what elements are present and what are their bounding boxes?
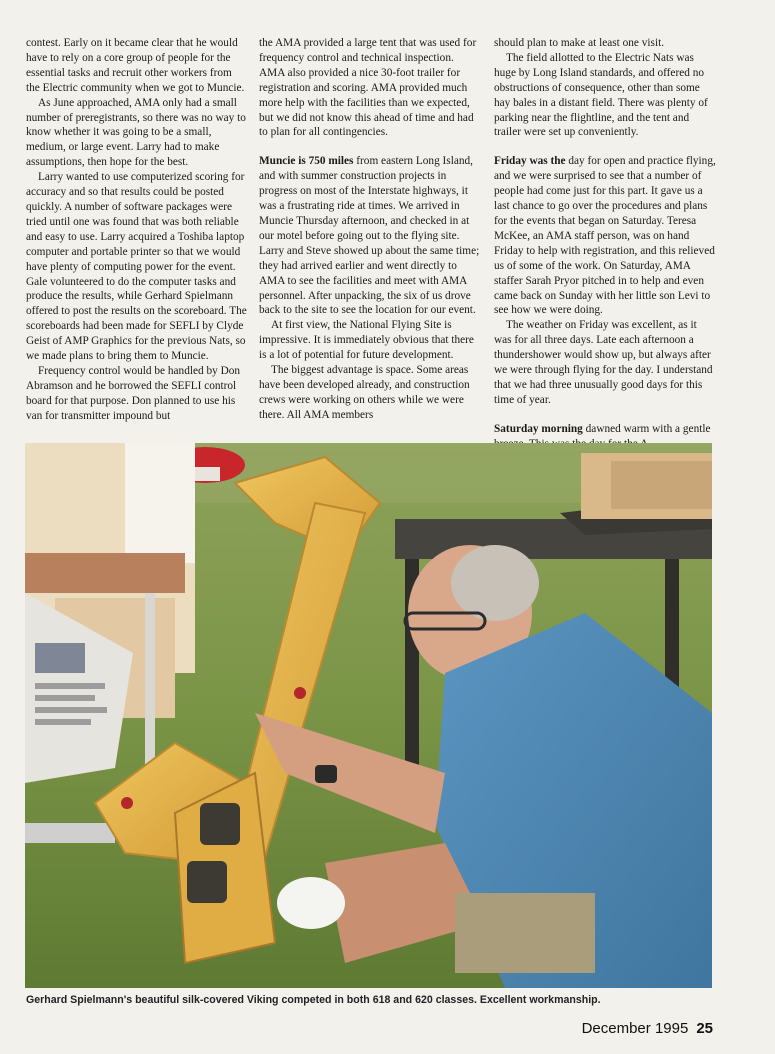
page-footer [582, 1020, 713, 1037]
run-in-heading: Muncie is 750 miles [259, 155, 354, 168]
paragraph: The weather on Friday was excellent, as it was for all three days. Late each afternoon a thundershower would show up, but always after we were through flying for the day. I understand that we had three unusually good days for this time of year. [494, 319, 713, 406]
paragraph: The biggest advantage is space. Some areas have been developed already, and construction crews were working on others while we were there. All AMA members [259, 364, 470, 421]
paragraph: Muncie is 750 miles from eastern Long Island, and with summer construction projects in progress on most of the Interstate highways, it was a frustrating ride at times. We arrived in Muncie Thursday afternoon, and checked in at our motel before going out to the flying site. Larry and Steve showed up about the same time; they had arrived earlier and went directly to AMA to see the facilities and meet with AMA personnel. After unpacking, the six of us drove back to the site to see the location for our event. [259, 155, 480, 317]
page-number: 25 [696, 1020, 713, 1037]
paragraph: As June approached, AMA only had a small number of preregistrants, so there was no way to know whether it was going to be a small, medium, or large event. Larry had to make assumptions, then hope for the best. [26, 96, 246, 169]
run-in-heading: Saturday morning [494, 422, 583, 435]
article-photo [25, 443, 712, 988]
photo-caption: Gerhard Spielmann's beautiful silk-covered Viking competed in both 618 and 620 classes. Excellent workmanship. [26, 994, 601, 1006]
paragraph: Saturday morning dawned warm with a gentle [494, 422, 711, 435]
paragraph: Friday was the day for open and practice flying, and we were surprised to see that a number of people had come just for this part. It gave us a last chance to go over the procedures and plans for the events that began on Saturday. Teresa McKee, an AMA staff person, was on hand Friday to help with registration, and this relieved us of some of the work. On Saturday, AMA staffer Sarah Pryor pitched in to help and even came back on Sunday with her little son Levi to see how we were doing. [494, 155, 716, 317]
paragraph: the AMA provided a large tent that was used for frequency control and technical inspection. AMA also provided a nice 30-foot trailer for registration and scoring. AMA provided much more help with the facilities than we expected, but we did not know this ahead of time and had to plan for all contingencies. [259, 37, 477, 139]
paragraph: The field allotted to the Electric Nats was huge by Long Island standards, and offered no obstructions of consequence, other than some hay bales in a distant field. There was plenty of parking near the flightline, and the tent and trailer were set up conveniently. [494, 51, 708, 139]
paragraph: Frequency control would be handled by Don Abramson and he borrowed the SEFLI control board for that purpose. Don planned to use his van for transmitter impound but [26, 364, 241, 422]
text-column-1 [26, 36, 248, 432]
paragraph: contest. Early on it became clear that he would have to rely on a core group of people for the essential tasks and recruit other workers from the Electric community when we got to Muncie. [26, 37, 245, 94]
text-column-2 [259, 36, 481, 432]
paragraph: should plan to make at least one visit. [494, 37, 665, 49]
paragraph: Larry wanted to use computerized scoring for accuracy and so that results could be posted quickly. A number of software packages were tried until one was found that was both reliable and easy to use. Larry acquired a Toshiba laptop computer and portable printer so that we would have plenty of computing power for the event. Gale volunteered to do the computer tasks and produce the results, while Gerhard Spielmann offered to post the results on the scoreboard. The scoreboards had been made for SEFLI by Clyde Geist of AMP Graphics for the previous Nats, so we made plans to bring them to Muncie. [26, 171, 247, 363]
run-in-heading: Friday was the [494, 155, 566, 168]
text-column-3 [494, 36, 716, 435]
paragraph: At first view, the National Flying Site is impressive. It is immediately obvious that there is a lot of potential for future development. [259, 319, 474, 362]
issue-date: December 1995 [581, 1020, 689, 1037]
photo-illustration [25, 443, 712, 988]
